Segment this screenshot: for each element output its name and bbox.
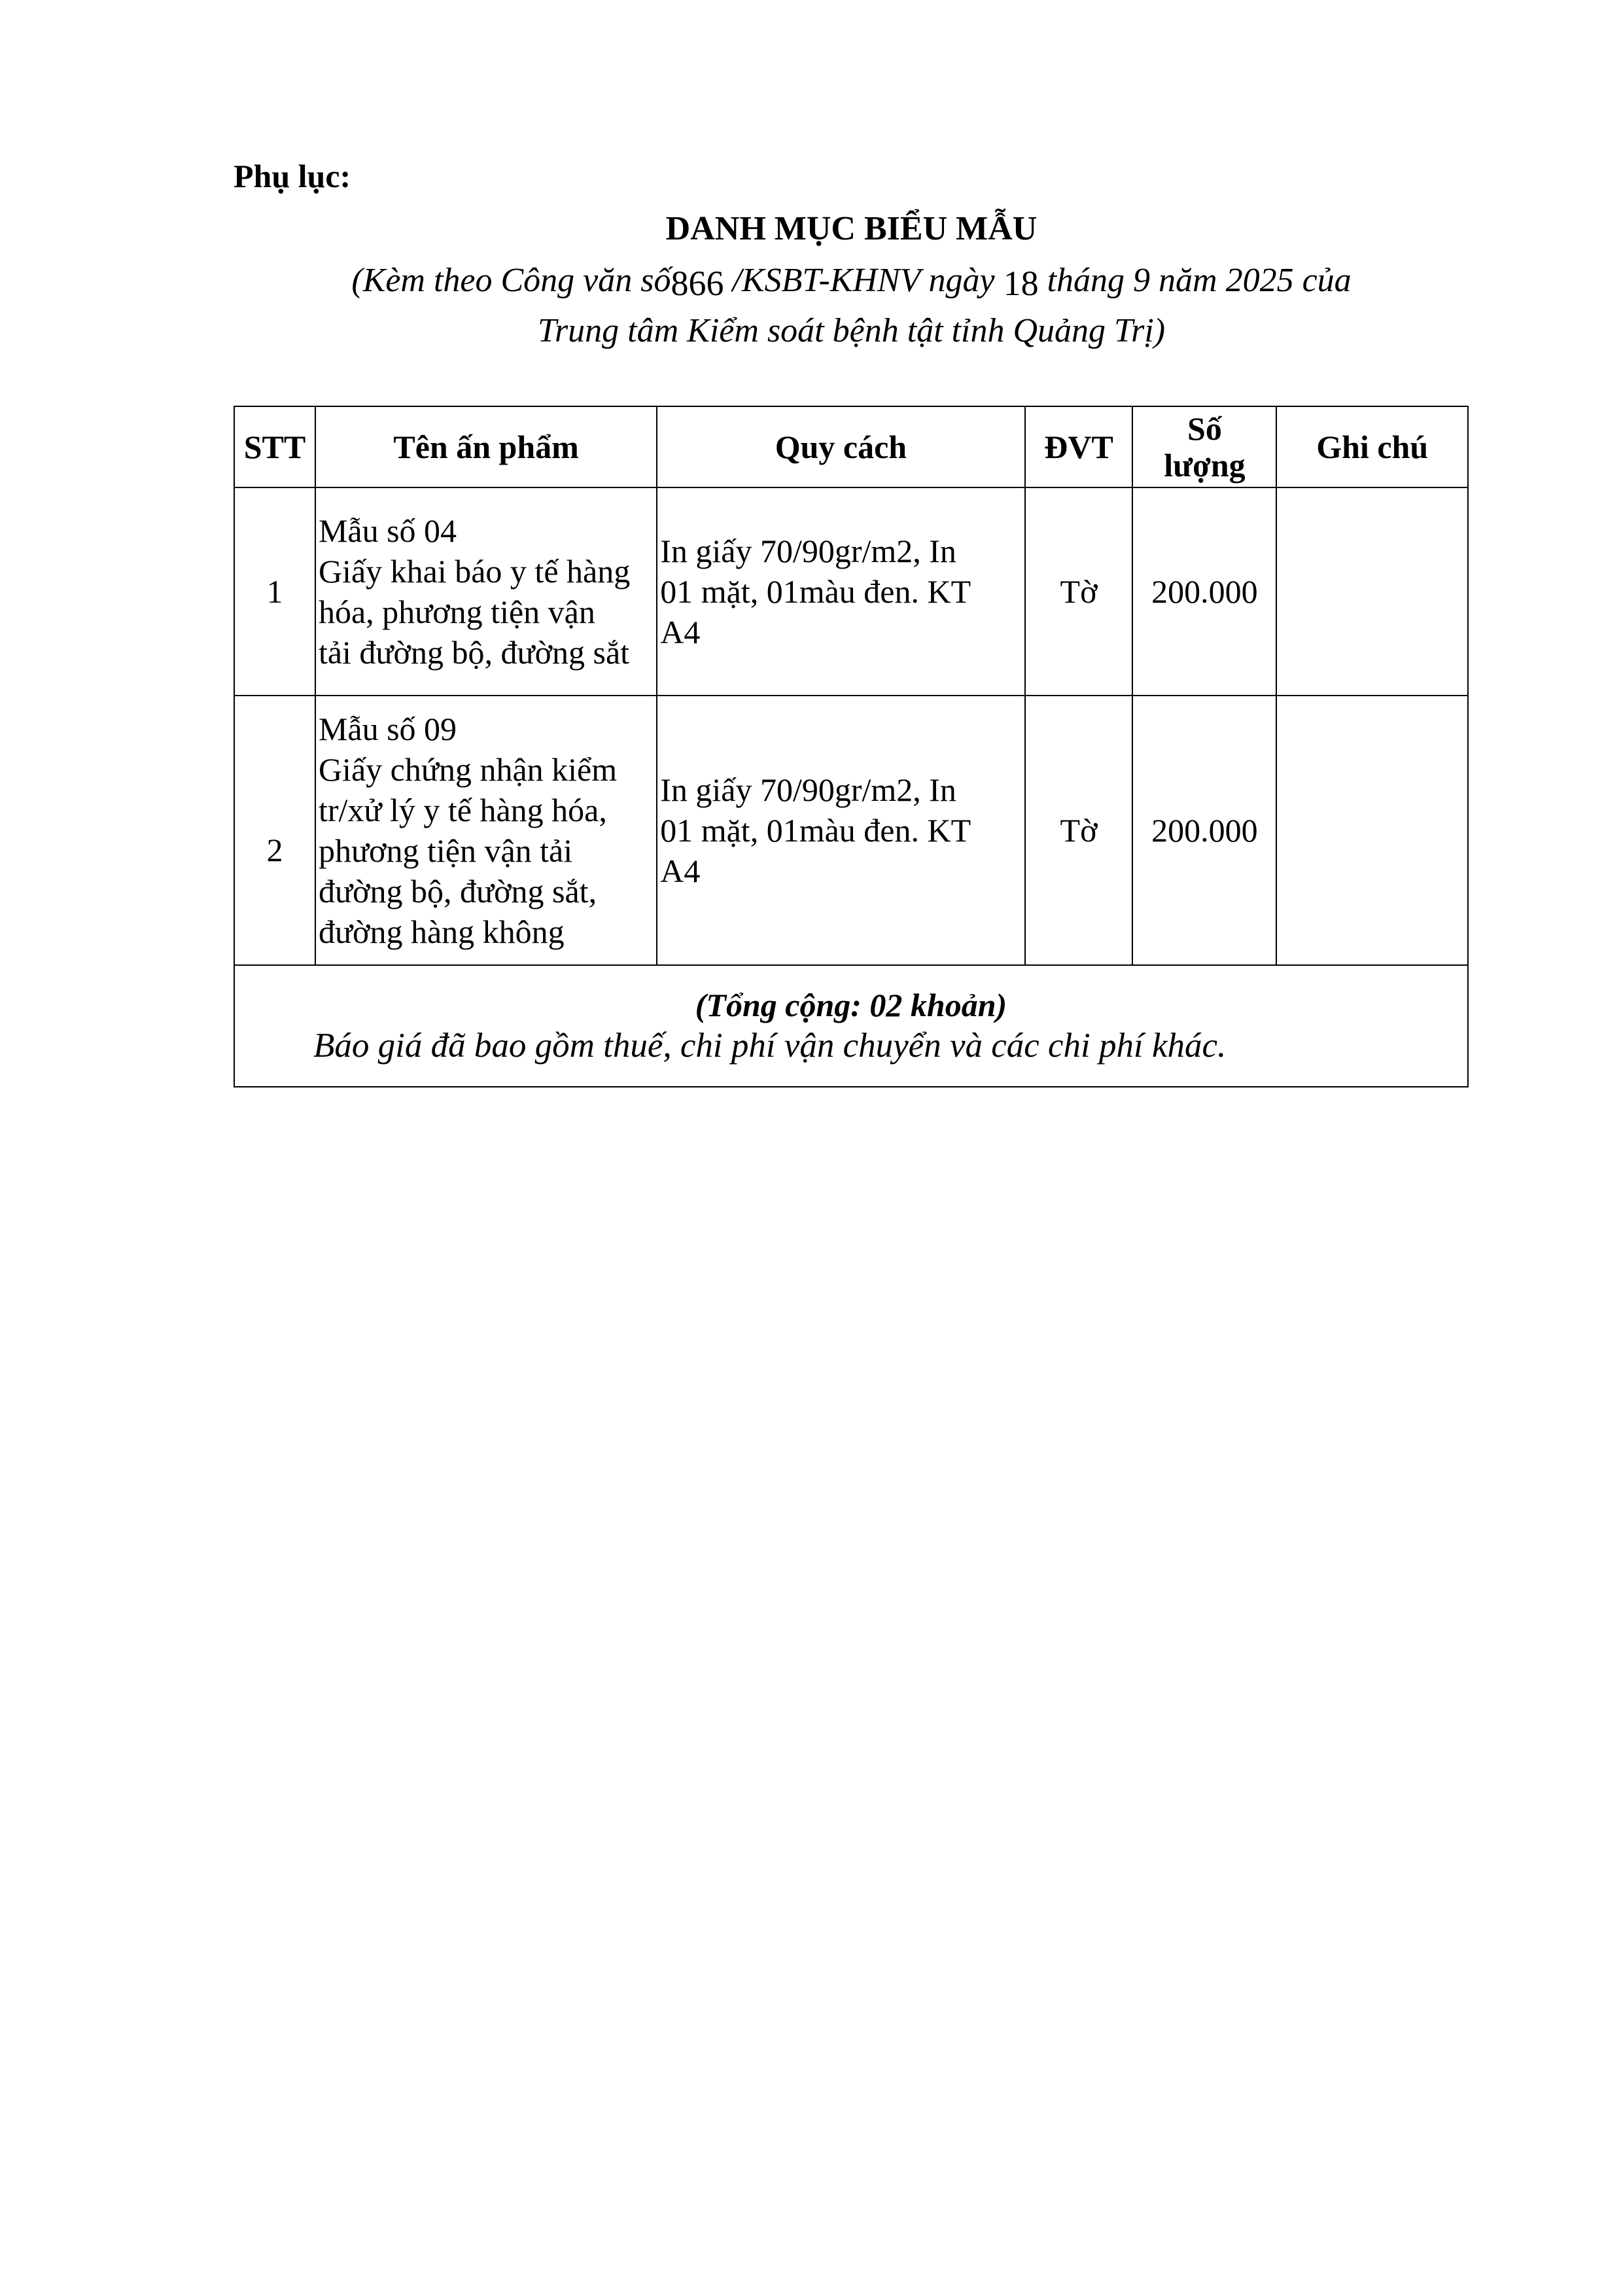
handwritten-doc-number: 866 (671, 264, 724, 303)
cell-ten-an-pham (315, 487, 657, 696)
document-subtitle-line-2: Trung tâm Kiểm soát bệnh tật tỉnh Quảng Trị) (537, 312, 1166, 349)
ten-line: Mẫu số 04 (318, 512, 457, 549)
cell-quy-cach (657, 487, 1024, 696)
header-ghi-chu: Ghi chú (1276, 406, 1468, 487)
table-footer-cell (234, 965, 1468, 1087)
cell-ghi-chu (1276, 487, 1468, 696)
quy-cach-line: A4 (660, 614, 701, 650)
cell-stt: 1 (234, 487, 315, 696)
ten-line: đường bộ, đường sắt, (318, 873, 597, 910)
appendix-label: Phụ lục: (234, 158, 351, 194)
ten-line: hóa, phương tiện vận (318, 593, 595, 630)
ten-line: tr/xử lý y tế hàng hóa, (318, 792, 607, 828)
header-so-luong-line-1: Số (1187, 410, 1222, 447)
cell-ghi-chu (1276, 696, 1468, 965)
cell-dvt: Tờ (1025, 696, 1133, 965)
document-subtitle-line-1 (0, 259, 1623, 303)
subtitle-suffix: tháng 9 năm 2025 của (1038, 262, 1352, 299)
subtitle-middle: /KSBT-KHNV ngày (724, 262, 1003, 299)
quy-cach-line: 01 mặt, 01màu đen. KT (660, 812, 971, 849)
table-row (234, 696, 1468, 965)
cell-dvt: Tờ (1025, 487, 1133, 696)
ten-line: Giấy chứng nhận kiểm (318, 751, 618, 788)
quy-cach-line: In giấy 70/90gr/m2, In (660, 771, 956, 808)
price-note: Báo giá đã bao gồm thuế, chi phí vận chuyển và các chi phí khác. (313, 1027, 1227, 1065)
header-stt: STT (234, 406, 315, 487)
ten-line: Giấy khai báo y tế hàng (318, 553, 631, 590)
table-footer-row (234, 965, 1468, 1087)
document-title: DANH MỤC BIỂU MẪU (665, 210, 1038, 247)
cell-so-luong: 200.000 (1132, 487, 1276, 696)
cell-so-luong: 200.000 (1132, 696, 1276, 965)
cell-ten-an-pham (315, 696, 657, 965)
total-count: (Tổng cộng: 02 khoản) (695, 987, 1007, 1023)
header-so-luong-line-2: lượng (1164, 447, 1246, 484)
handwritten-doc-day: 18 (1003, 264, 1039, 303)
ten-line: tải đường bộ, đường sắt (318, 634, 630, 671)
ten-line: Mẫu số 09 (318, 711, 457, 747)
quy-cach-line: In giấy 70/90gr/m2, In (660, 533, 956, 569)
ten-line: đường hàng không (318, 913, 565, 950)
header-ten-an-pham: Tên ấn phẩm (315, 406, 657, 487)
forms-table (234, 406, 1469, 1087)
cell-stt: 2 (234, 696, 315, 965)
quy-cach-line: A4 (660, 853, 701, 889)
quy-cach-line: 01 mặt, 01màu đen. KT (660, 573, 971, 610)
table-header-row (234, 406, 1468, 487)
header-so-luong (1132, 406, 1276, 487)
ten-line: phương tiện vận tải (318, 832, 573, 869)
header-quy-cach: Quy cách (657, 406, 1024, 487)
cell-quy-cach (657, 696, 1024, 965)
table-row (234, 487, 1468, 696)
subtitle-prefix: (Kèm theo Công văn số (351, 262, 671, 299)
header-dvt: ĐVT (1025, 406, 1133, 487)
